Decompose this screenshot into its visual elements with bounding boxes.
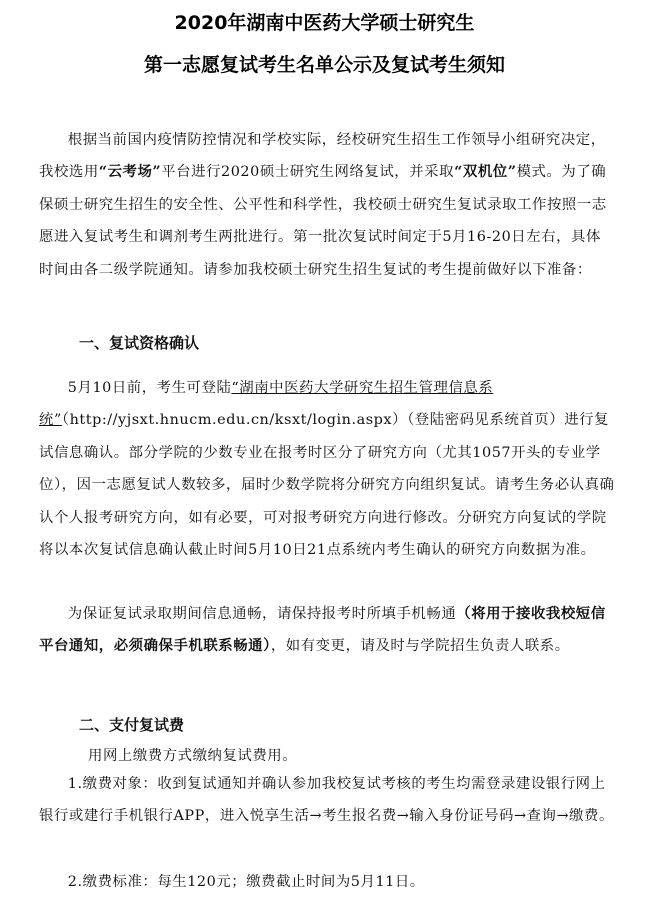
admission-system-link[interactable]: “湖南中医药大学研究生招生管理信息系统” [39,380,494,429]
intro-text-3: 模式。为了确保硕士研究生招生的安全性、公平性和科学性，我校硕士研究生复试录取工作按照一志愿进入复试考生和调剂考生两批进行。第一批次复试时间定于5月16-20日左右，具体时间由各二级学院通知。请参加我校硕士研究生招生复试的考生提前做好以下准备： [39,164,607,278]
section-1-bold-phone-note: （将用于接收我校短信平台通知，必须确保手机联系畅通） [39,605,606,655]
intro-text-1: 根据当前国内疫情防控情况和学校实际，经校研究生招生工作领导小组研究决定，我校选用 [39,132,606,181]
section-1-paragraph-1 [39,372,615,566]
fee-item-1: 1.缴费对象：收到复试通知并确认参加我校复试考核的考生均需登录建设银行网上银行或建行手机银行APP，进入悦享生活→考生报名费→输入身份证号码→查询→缴费。 [39,776,614,825]
page-title-line-2: 第一志愿复试考生名单公示及复试考生须知 [143,54,505,76]
page-title-line-1: 2020年湖南中医药大学硕士研究生 [174,12,475,34]
intro-bold-cloud-exam: “云考场” [98,163,162,181]
section-1-text-b: （http://yjsxt.hnucm.edu.cn/ksxt/login.aspx）（登陆密码见系统首页）进行复试信息确认。部分学院的少数专业在报考时区分了研究方向（尤其1057开头的专业学位），因一志愿复试人数较多，届时少数学院将分研究方向组织复试。请考生务必认真确认个人报考研究方向，如有必要，可对报考研究方向进行修改。分研究方向复试的学院将以本次复试信息确认截止时间5月10日21点系统内考生确认的研究方向数据为准。 [39,412,615,559]
section-1-paragraph-2 [39,598,615,663]
section-1-text-d: ，如有变更，请及时与学院招生负责人联系。 [270,638,570,655]
section-2-heading: 二、支付复试费 [79,716,185,734]
section-1-text-a: 5月10日前，考生可登陆 [67,380,232,396]
intro-paragraph [39,124,615,286]
section-1-text-c: 为保证复试录取期间信息通畅，请保持报考时所填手机畅通 [67,606,457,622]
section-1-heading: 一、复试资格确认 [79,334,200,352]
intro-text-2: 平台进行2020硕士研究生网络复试，并采取 [161,164,455,181]
intro-bold-dual-camera: “双机位” [454,163,517,181]
section-2-intro-line: 用网上缴费方式缴纳复试费用。 [88,748,298,764]
fee-item-2: 2.缴费标准：每生120元；缴费截止时间为5月11日。 [67,874,425,890]
